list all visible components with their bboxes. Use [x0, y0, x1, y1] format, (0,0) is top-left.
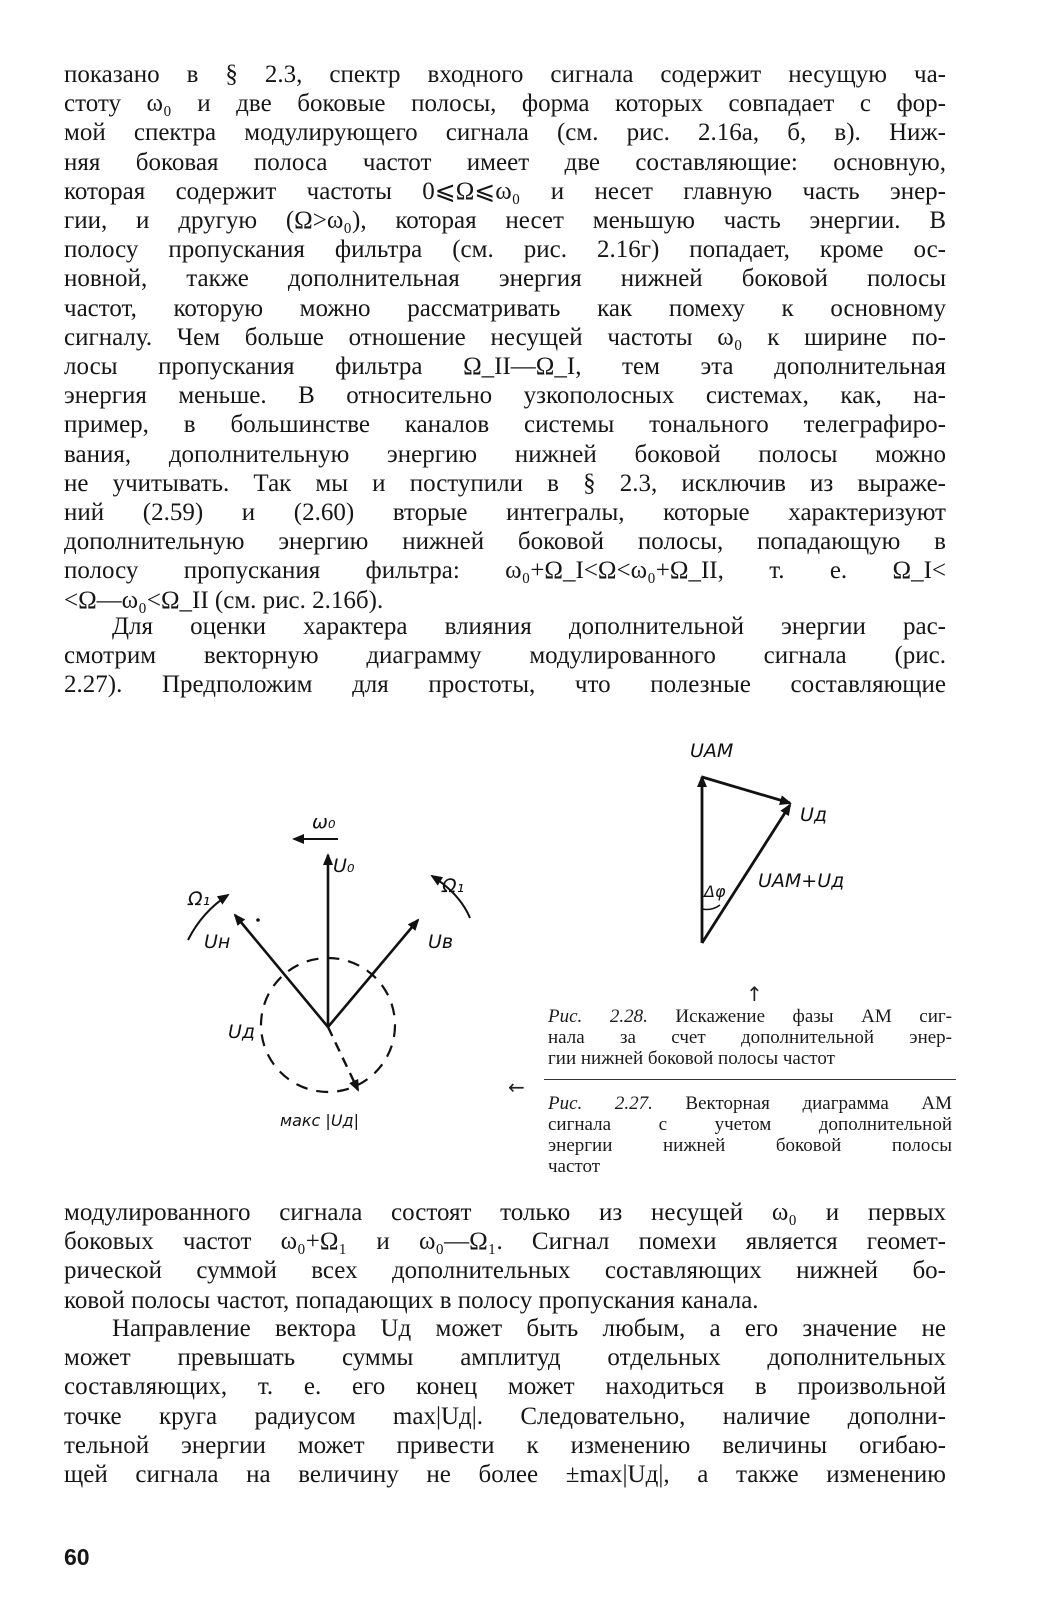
label-omega0: ω₀	[312, 811, 336, 833]
text-line: новной, также дополнительная энергия нижней боковой полосы	[64, 265, 946, 293]
text-line: Для оценки характера влияния дополнительной энергии рас-	[112, 613, 946, 640]
text-line: стоту ω₀ и две боковые полосы, форма которых совпадает с фор-	[64, 90, 946, 118]
label-uv: Uв	[428, 931, 454, 953]
caption-line	[548, 1093, 952, 1114]
text-line: тельной энергии может привести к изменению величины огибаю-	[64, 1431, 946, 1459]
text-line: модулированного сигнала состоят только из несущей ω₀ и первых	[64, 1199, 946, 1226]
figure-2-27-vector-diagram	[170, 800, 520, 1140]
text-line: лосы пропускания фильтра Ω_II—Ω_I, тем эта дополнительная	[64, 353, 946, 381]
text-line: ний (2.59) и (2.60) вторые интегралы, которые характеризуют	[64, 499, 946, 527]
label-ud-2: Uд	[800, 804, 828, 826]
uh-vector	[235, 915, 328, 1027]
text-line: няя боковая полоса частот имеет две составляющие: основную,	[64, 148, 946, 176]
label-omega1-right: Ω₁	[442, 875, 465, 897]
text-line: полосу пропускания фильтра: ω₀+Ω_I<Ω<ω₀+Ω_II, т. е. Ω_I<	[64, 557, 946, 585]
label-uh: Uн	[204, 931, 231, 953]
ud-vector-2	[702, 777, 790, 803]
text-line: боковых частот ω₀+Ω₁ и ω₀—Ω₁. Сигнал помехи является геомет-	[64, 1228, 946, 1256]
caption-number: Рис. 2.27.	[548, 1093, 686, 1114]
text-line: энергия меньше. В относительно узкополосных системах, как, на-	[64, 382, 946, 410]
caption-line: энергии нижней боковой полосы	[548, 1135, 952, 1156]
label-uam: UАМ	[690, 740, 734, 762]
caption-number: Рис. 2.28.	[548, 1006, 676, 1027]
text-line: ковой полосы частот, попадающих в полосу пропускания канала.	[64, 1286, 759, 1314]
paragraph-3	[64, 1198, 946, 1315]
caption-line	[548, 1006, 952, 1027]
text-line: показано в § 2.3, спектр входного сигнала содержит несущую ча-	[64, 61, 946, 88]
text-line: Направление вектора Uд может быть любым, а его значение не	[112, 1315, 946, 1342]
label-u0: U₀	[333, 855, 355, 877]
text-line: мой спектра модулирующего сигнала (см. рис. 2.16а, б, в). Ниж-	[64, 119, 946, 147]
paragraph-1	[64, 60, 946, 615]
text-line: точке круга радиусом max|Uд|. Следовательно, наличие дополни-	[64, 1402, 946, 1430]
text-line: может превышать суммы амплитуд отдельных дополнительных	[64, 1344, 946, 1372]
figure-2-28-phase-diagram	[660, 725, 890, 955]
text-line: вания, дополнительную энергию нижней боковой полосы можно	[64, 440, 946, 468]
text-line: гии, и другую (Ω>ω₀), которая несет меньшую часть энергии. В	[64, 207, 946, 235]
label-ud: Uд	[228, 1021, 256, 1043]
text-line: сигналу. Чем больше отношение несущей частоты ω₀ к ширине по-	[64, 323, 946, 351]
caption-mark-up: ↑	[746, 982, 763, 1006]
ud-vector	[328, 1027, 358, 1090]
label-max-ud: макс |Uд|	[280, 1111, 359, 1130]
label-dphi: Δφ	[704, 882, 726, 901]
text-line: щей сигнала на величину не более ±max|Uд|, а также изменению	[64, 1461, 946, 1489]
text-line: дополнительную энергию нижней боковой полосы, попадающую в	[64, 528, 946, 556]
caption-text: Векторная диаграмма АМ	[685, 1093, 952, 1114]
page-number: 60	[64, 1544, 90, 1570]
caption-line: нала за счет дополнительной энер-	[548, 1027, 952, 1048]
label-omega1-left: Ω₁	[188, 888, 211, 910]
caption-line: частот	[548, 1156, 601, 1177]
text-line: пример, в большинстве каналов системы тонального телеграфиро-	[64, 411, 946, 439]
label-uam-plus-ud: UАМ+Uд	[758, 870, 845, 892]
text-line: 2.27). Предположим для простоты, что полезные составляющие	[64, 671, 946, 699]
dphi-arc	[702, 905, 720, 910]
paragraph-2	[64, 612, 946, 700]
caption-mark-left: ←	[508, 1075, 525, 1099]
text-line: <Ω—ω₀<Ω_II (см. рис. 2.16б).	[64, 586, 384, 614]
text-line: смотрим векторную диаграмму модулированного сигнала (рис.	[64, 642, 946, 670]
caption-line: сигнала с учетом дополнительной	[548, 1114, 952, 1135]
text-line: составляющих, т. е. его конец может находиться в произвольной	[64, 1373, 946, 1401]
text-line: частот, которую можно рассматривать как помеху к основному	[64, 294, 946, 322]
paragraph-4	[64, 1314, 946, 1489]
caption-line: гии нижней боковой полосы частот	[548, 1048, 835, 1069]
caption-divider	[544, 1079, 956, 1080]
uv-vector	[328, 920, 418, 1027]
caption-figure-2-28	[548, 1006, 952, 1069]
text-line: рической суммой всех дополнительных составляющих нижней бо-	[64, 1257, 946, 1285]
caption-text: Искажение фазы АМ сиг-	[675, 1006, 952, 1027]
text-line: которая содержит частоты 0⩽Ω⩽ω₀ и несет главную часть энер-	[64, 177, 946, 205]
text-line: полосу пропускания фильтра (см. рис. 2.16г) попадает, кроме ос-	[64, 236, 946, 264]
caption-figure-2-27	[548, 1093, 952, 1177]
text-line: не учитывать. Так мы и поступили в § 2.3, исключив из выраже-	[64, 469, 946, 497]
